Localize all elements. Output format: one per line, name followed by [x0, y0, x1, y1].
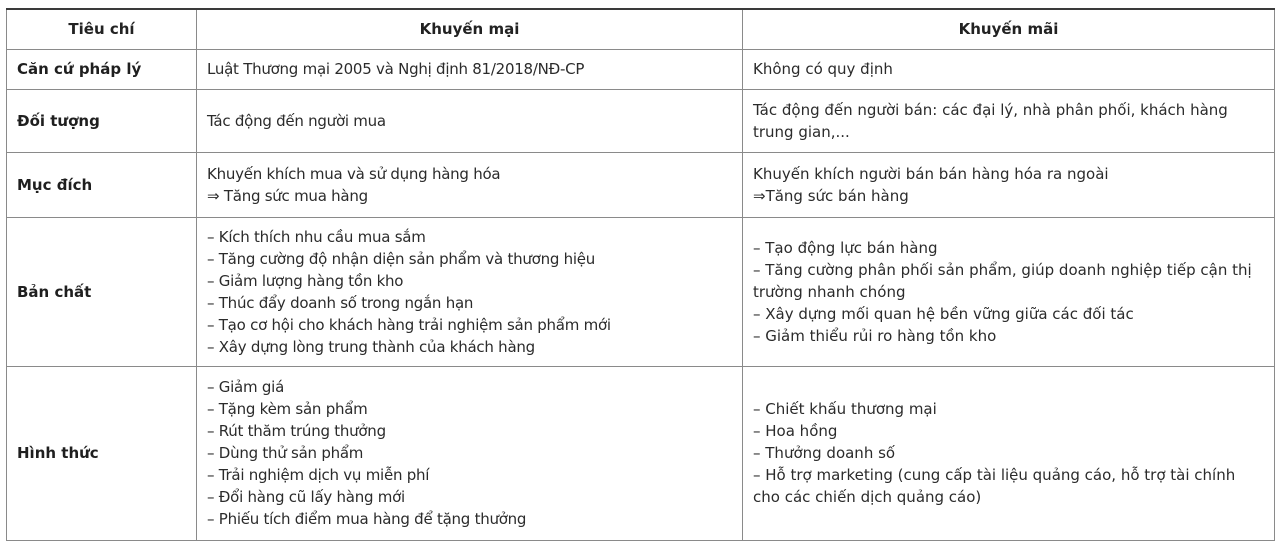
cell-khuyen-mai-2	[743, 217, 1275, 366]
comparison-table	[6, 8, 1275, 541]
list-item: – Thúc đẩy doanh số trong ngắn hạn	[207, 293, 474, 312]
cell-khuyen-mai-2	[743, 366, 1275, 540]
cell-khuyen-mai	[197, 217, 743, 366]
cell-khuyen-mai	[197, 152, 743, 217]
cell-line: ⇒Tăng sức bán hàng	[753, 186, 909, 205]
row-label: Bản chất	[7, 217, 197, 366]
row-label: Mục đích	[7, 152, 197, 217]
cell-line: Không có quy định	[753, 60, 893, 78]
cell-line: ⇒ Tăng sức mua hàng	[207, 186, 368, 205]
row-label: Căn cứ pháp lý	[7, 49, 197, 89]
cell-khuyen-mai	[197, 89, 743, 152]
header-criteria: Tiêu chí	[7, 9, 197, 49]
table-row-nature	[7, 217, 1275, 366]
list-item: – Hỗ trợ marketing (cung cấp tài liệu quảng cáo, hỗ trợ tài chính cho các chiến dịch quảng cáo)	[753, 466, 1236, 506]
cell-line: Luật Thương mại 2005 và Nghị định 81/2018/NĐ-CP	[207, 60, 585, 78]
header-row	[7, 9, 1275, 49]
cell-khuyen-mai-2	[743, 89, 1275, 152]
table-row-legal-basis	[7, 49, 1275, 89]
cell-line: Tác động đến người mua	[207, 111, 386, 130]
list-item: – Trải nghiệm dịch vụ miễn phí	[207, 466, 430, 484]
cell-khuyen-mai	[197, 366, 743, 540]
list-item: – Hoa hồng	[753, 422, 838, 440]
list-item: – Tặng kèm sản phẩm	[207, 400, 368, 418]
list-item: – Giảm giá	[207, 378, 285, 396]
list-item: – Tạo cơ hội cho khách hàng trải nghiệm sản phẩm mới	[207, 315, 611, 334]
list-item: – Tạo động lực bán hàng	[753, 238, 938, 257]
list-item: – Giảm lượng hàng tồn kho	[207, 271, 404, 290]
list-item: – Xây dựng lòng trung thành của khách hàng	[207, 337, 535, 356]
list-item: – Thưởng doanh số	[753, 444, 896, 462]
list-item: – Xây dựng mối quan hệ bền vững giữa các đối tác	[753, 304, 1134, 323]
list-item: – Chiết khấu thương mại	[753, 400, 937, 418]
table-row-purpose	[7, 152, 1275, 217]
cell-line: Khuyến khích mua và sử dụng hàng hóa	[207, 164, 501, 183]
list-item: – Kích thích nhu cầu mua sắm	[207, 227, 426, 246]
row-label: Hình thức	[7, 366, 197, 540]
cell-line: Khuyến khích người bán bán hàng hóa ra ngoài	[753, 164, 1109, 183]
header-khuyen-mai-2: Khuyến mãi	[743, 9, 1275, 49]
list-item: – Giảm thiểu rủi ro hàng tồn kho	[753, 326, 997, 345]
list-item: – Phiếu tích điểm mua hàng để tặng thưởng	[207, 510, 527, 528]
cell-khuyen-mai-2	[743, 152, 1275, 217]
table-row-target	[7, 89, 1275, 152]
cell-khuyen-mai	[197, 49, 743, 89]
list-item: – Rút thăm trúng thưởng	[207, 422, 386, 440]
cell-khuyen-mai-2	[743, 49, 1275, 89]
header-khuyen-mai: Khuyến mại	[197, 9, 743, 49]
table-row-form	[7, 366, 1275, 540]
list-item: – Tăng cường phân phối sản phẩm, giúp doanh nghiệp tiếp cận thị trường nhanh chóng	[753, 260, 1252, 301]
row-label: Đối tượng	[7, 89, 197, 152]
cell-line: Tác động đến người bán: các đại lý, nhà phân phối, khách hàng trung gian,...	[753, 100, 1228, 141]
list-item: – Tăng cường độ nhận diện sản phẩm và thương hiệu	[207, 249, 596, 268]
list-item: – Đổi hàng cũ lấy hàng mới	[207, 488, 405, 506]
list-item: – Dùng thử sản phẩm	[207, 444, 364, 462]
